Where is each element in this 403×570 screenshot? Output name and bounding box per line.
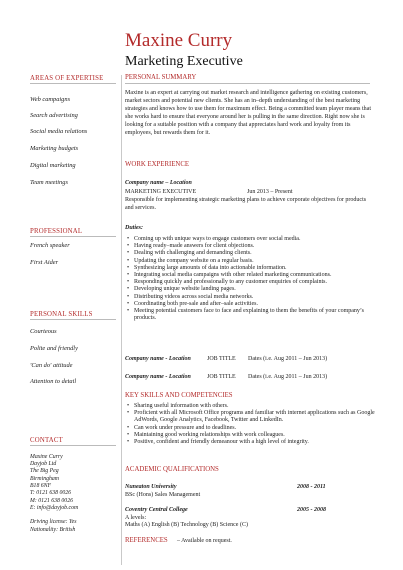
- prior-job-company: Company name - Location: [125, 356, 191, 362]
- contact-name: Maxine Curry: [30, 454, 63, 460]
- candidate-role: Marketing Executive: [125, 54, 243, 69]
- education-detail: BSc (Hons) Sales Management: [125, 492, 201, 498]
- resume-header: [125, 30, 243, 71]
- expertise-item: Digital marketing: [30, 162, 76, 169]
- expertise-item: Search advertising: [30, 112, 78, 119]
- expertise-item: Web campaigns: [30, 96, 71, 103]
- duty-item: • Coordinating both pre-sale and after–sale activities.: [125, 301, 375, 308]
- company-line: Company name – Location: [125, 180, 192, 186]
- candidate-name: Maxine Curry: [125, 30, 233, 51]
- personal-skill-item: Attention to detail: [30, 378, 77, 385]
- expertise-item: Marketing budgets: [30, 145, 79, 152]
- duty-item: • Meeting potential customers face to face and explaining to them the benefits of your company’s products.: [125, 308, 375, 322]
- skill-item: • Positive, confident and friendly demeanour with a high level of integrity.: [125, 439, 375, 446]
- prior-job-title: JOB TITLE: [207, 374, 236, 380]
- contact-heading: CONTACT: [30, 437, 116, 446]
- duty-item: • Updating the company website on a regular basis.: [125, 258, 375, 265]
- contact-address: The Big Peg: [30, 468, 59, 474]
- summary-heading: PERSONAL SUMMARY: [125, 74, 197, 81]
- expertise-item: Social media relations: [30, 128, 88, 135]
- section-divider: [125, 83, 370, 84]
- professional-item: French speaker: [30, 242, 70, 249]
- expertise-item: Team meetings: [30, 179, 68, 186]
- prior-job-title: JOB TITLE: [207, 356, 236, 362]
- duty-item: • Distributing videos across social media networks.: [125, 294, 375, 301]
- education-school: Coventry Central College: [125, 507, 188, 513]
- education-school: Nuneaton University: [125, 484, 177, 490]
- contact-city: Birmingham: [30, 476, 59, 482]
- prior-job-dates: Dates (i.e. Aug 2011 – Jun 2013): [248, 374, 328, 380]
- duty-item: • Developing unique website landing pages.: [125, 286, 375, 293]
- contact-telephone: T: 0121 638 0026: [30, 490, 72, 496]
- duty-item: • Coming up with unique ways to engage customers over social media.: [125, 236, 375, 243]
- skills-heading: KEY SKILLS AND COMPETENCIES: [125, 392, 233, 399]
- duty-item: • Synthesizing large amounts of data into actionable information.: [125, 265, 375, 272]
- personal-skill-item: Polite and friendly: [30, 345, 78, 352]
- personal-skills-heading: PERSONAL SKILLS: [30, 311, 116, 320]
- skill-item: • Maintaining good working relationships with work colleagues.: [125, 432, 375, 439]
- driving-license: Driving license: Yes: [30, 519, 77, 525]
- education-years: 2005 - 2008: [297, 507, 326, 513]
- skill-item: • Proficient with all Microsoft Office programs and familiar with internet applications such as Google AdWords, Google Analytics, Facebook, Twitter and LinkedIn.: [125, 410, 375, 424]
- duties-list: [125, 236, 375, 322]
- duty-item: • Integrating social media campaigns with other related marketing communications.: [125, 272, 375, 279]
- experience-heading: WORK EXPERIENCE: [125, 161, 189, 168]
- skill-item: • Sharing useful information with others.: [125, 403, 375, 410]
- job-responsibility: Responsible for implementing strategic marketing plans to achieve corporate objectives for products and services.: [125, 197, 367, 211]
- education-heading: ACADEMIC QUALIFICATIONS: [125, 466, 219, 473]
- contact-postcode: B18 6NF: [30, 483, 52, 489]
- column-divider: [121, 75, 122, 565]
- nationality: Nationality: British: [30, 527, 76, 533]
- contact-company: Dayjob Ltd: [30, 461, 57, 467]
- personal-skill-item: Courteous: [30, 328, 57, 335]
- education-years: 2008 - 2011: [297, 484, 326, 490]
- duty-item: • Dealing with challenging and demanding clients.: [125, 250, 375, 257]
- education-subjects: Maths (A) English (B) Technology (B) Science (C): [125, 522, 248, 528]
- education-detail: A levels:: [125, 515, 147, 521]
- expertise-heading: AREAS OF EXPERTISE: [30, 75, 116, 84]
- duties-label: Duties:: [125, 225, 143, 231]
- references-text: – Available on request.: [177, 538, 232, 544]
- prior-job-dates: Dates (i.e. Aug 2011 – Jun 2013): [248, 356, 328, 362]
- professional-heading: PROFESSIONAL: [30, 228, 116, 237]
- duty-item: • Having ready–made answers for client objections.: [125, 243, 375, 250]
- professional-item: First Aider: [30, 259, 59, 266]
- skills-list: [125, 403, 375, 446]
- job-title: MARKETING EXECUTIVE: [125, 189, 197, 195]
- contact-email: E: info@dayjob.com: [30, 505, 79, 511]
- job-dates: Jun 2013 – Present: [247, 189, 293, 195]
- duty-item: • Responding quickly and professionally to any customer enquiries of complaints.: [125, 279, 375, 286]
- contact-mobile: M: 0121 638 0026: [30, 498, 73, 504]
- summary-text: Maxine is an expert at carrying out market research and intelligence gathering on existing customers, market sectors and potential new clients. She has an in–depth understanding of the best marketing strategies and knows how to use them for maximum effect. Being a committed team player means that she works hard to ensure that everyone around her is pulling in the same direction. Right now she is looking for a suitable position with a company that appreciates hard work and loyalty from its employees, but rewards them for it.: [125, 90, 371, 136]
- prior-job-company: Company name - Location: [125, 374, 191, 380]
- skill-item: • Can work under pressure and to deadlines.: [125, 425, 375, 432]
- personal-skill-item: 'Can do' attitude: [30, 362, 73, 369]
- references-heading: REFERENCES: [125, 537, 168, 544]
